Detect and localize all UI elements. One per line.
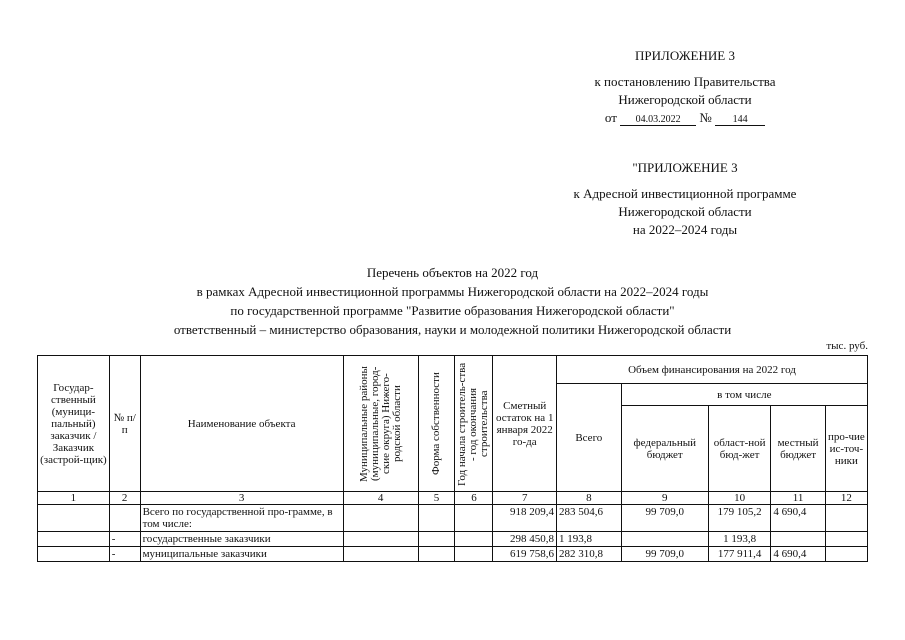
header-other: про-чие ис-точ-ники — [825, 406, 867, 492]
cell-regional: 1 193,8 — [708, 532, 771, 547]
header-balance: Сметный остаток на 1 января 2022 го-да — [493, 356, 557, 492]
cell-total: 1 193,8 — [557, 532, 622, 547]
col-number: 4 — [343, 492, 418, 505]
cell-customer — [38, 505, 110, 532]
cell-num: - — [109, 532, 140, 547]
objects-table — [37, 355, 868, 562]
table-row-state — [38, 532, 868, 547]
cell-regional: 177 911,4 — [708, 547, 771, 562]
appendix-title: ПРИЛОЖЕНИЕ 3 — [635, 48, 735, 63]
cell-total: 283 504,6 — [557, 505, 622, 532]
cell-name: Всего по государственной про-грамме, в том числе: — [140, 505, 343, 532]
col-number: 8 — [557, 492, 622, 505]
program-appendix-line-3: на 2022–2024 годы — [632, 222, 738, 237]
col-number: 10 — [708, 492, 771, 505]
cell-ownership — [418, 505, 455, 532]
header-ownership — [418, 356, 455, 492]
header-num: № п/п — [109, 356, 140, 492]
header-ownership-text: Форма собственности — [430, 372, 442, 475]
col-number: 12 — [825, 492, 867, 505]
header-regional: област-ной бюд-жет — [708, 406, 771, 492]
cell-years — [455, 505, 493, 532]
header-including: в том числе — [621, 384, 867, 406]
cell-name: муниципальные заказчики — [140, 547, 343, 562]
col-number: 2 — [109, 492, 140, 505]
col-number: 7 — [493, 492, 557, 505]
header-total: Всего — [557, 384, 622, 492]
header-funding: Объем финансирования на 2022 год — [557, 356, 868, 384]
appendix-line-2: Нижегородской области — [618, 92, 752, 107]
resolution-number: 144 — [715, 114, 765, 126]
cell-balance: 918 209,4 — [493, 505, 557, 532]
col-number: 6 — [455, 492, 493, 505]
cell-districts — [343, 547, 418, 562]
cell-regional: 179 105,2 — [708, 505, 771, 532]
col-number: 9 — [621, 492, 708, 505]
cell-num: - — [109, 547, 140, 562]
doc-title-line-1: Перечень объектов на 2022 год — [366, 265, 539, 280]
table-row-total — [38, 505, 868, 532]
cell-customer — [38, 532, 110, 547]
col-number: 3 — [140, 492, 343, 505]
cell-balance: 298 450,8 — [493, 532, 557, 547]
header-districts — [343, 356, 418, 492]
program-appendix-line-2: Нижегородской области — [618, 204, 752, 219]
cell-ownership — [418, 547, 455, 562]
header-federal: федеральный бюджет — [621, 406, 708, 492]
header-name: Наименование объекта — [140, 356, 343, 492]
header-local: местный бюджет — [771, 406, 825, 492]
cell-years — [455, 532, 493, 547]
header-customer: Государ-ственный (муници-пальный) заказчик / Заказчик (застрой-щик) — [38, 356, 110, 492]
header-years — [455, 356, 493, 492]
cell-balance: 619 758,6 — [493, 547, 557, 562]
cell-other — [825, 505, 867, 532]
cell-local: 4 690,4 — [771, 505, 825, 532]
number-sign: № — [699, 110, 712, 125]
col-number: 11 — [771, 492, 825, 505]
cell-name: государственные заказчики — [140, 532, 343, 547]
cell-local: 4 690,4 — [771, 547, 825, 562]
program-appendix-line-1: к Адресной инвестиционной программе — [573, 186, 797, 201]
resolution-date: 04.03.2022 — [620, 114, 696, 126]
appendix-date-line — [560, 110, 810, 126]
date-prefix: от — [604, 110, 617, 125]
header-years-text: Год начала строитель-ства - год окончания строительства — [456, 361, 491, 486]
table-row-municipal — [38, 547, 868, 562]
appendix-line-1: к постановлению Правительства — [594, 74, 776, 89]
column-numbers-row — [38, 492, 868, 505]
cell-customer — [38, 547, 110, 562]
cell-districts — [343, 505, 418, 532]
cell-num — [109, 505, 140, 532]
cell-ownership — [418, 532, 455, 547]
cell-federal: 99 709,0 — [621, 505, 708, 532]
cell-years — [455, 547, 493, 562]
header-districts-text: Муниципальные районы (муниципальные, город-ские округа) Нижего-родской области — [357, 365, 403, 482]
cell-federal: 99 709,0 — [621, 547, 708, 562]
program-appendix-title: "ПРИЛОЖЕНИЕ 3 — [632, 160, 738, 175]
col-number: 5 — [418, 492, 455, 505]
units-label: тыс. руб. — [826, 340, 868, 352]
doc-title-line-4: ответственный – министерство образования, науки и молодежной политики Нижегородской области — [173, 322, 732, 337]
cell-other — [825, 547, 867, 562]
cell-federal — [621, 532, 708, 547]
doc-title-line-3: по государственной программе "Развитие образования Нижегородской области" — [230, 303, 675, 318]
col-number: 1 — [38, 492, 110, 505]
cell-districts — [343, 532, 418, 547]
cell-other — [825, 532, 867, 547]
cell-total: 282 310,8 — [557, 547, 622, 562]
doc-title-line-2: в рамках Адресной инвестиционной программы Нижегородской области на 2022–2024 годы — [196, 284, 709, 299]
cell-local — [771, 532, 825, 547]
